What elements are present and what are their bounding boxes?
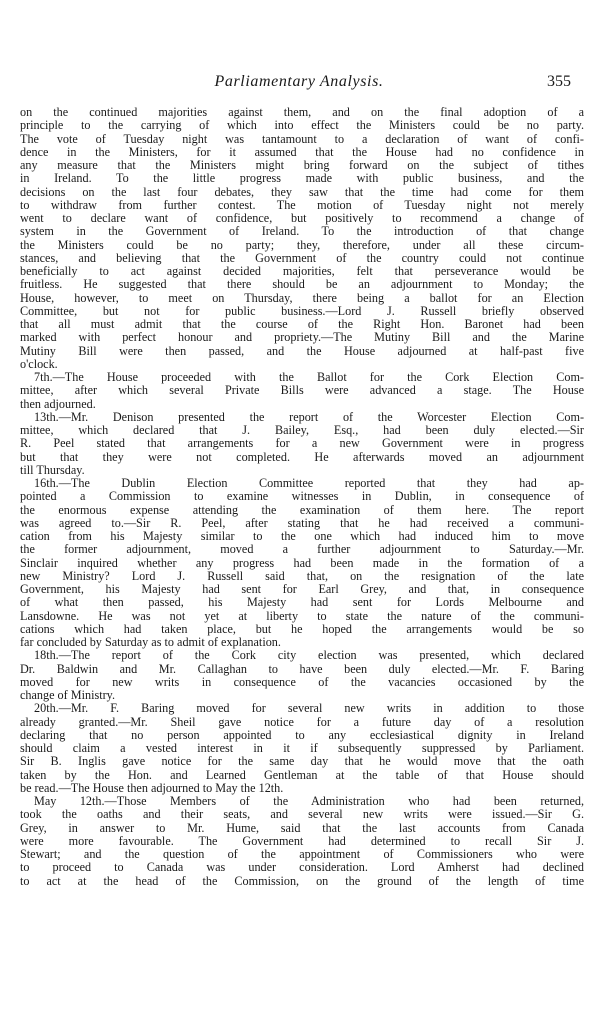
text-line: fruitless. He suggested that there should be an adjournment to Monday; the [20,278,584,292]
text-line: be read.—The House then adjourned to May the 12th. [20,781,284,795]
text-line: took the oaths and their seats, and several new writs were issued.—Sir G. [20,808,584,822]
text-line: 13th.—Mr. Denison presented the report of the Worcester Election Com- [34,410,584,424]
text-line: House, however, to meet on Thursday, there being a ballot for an Election [20,291,584,305]
text-line: marked with perfect honour and propriety.—The Mutiny Bill and the Marine [20,331,584,345]
text-line: Lansdowne. He was not yet at liberty to state the nature of the communi- [20,609,584,623]
text-line: to act at the head of the Commission, on the ground of the length of time [20,874,584,888]
text-line: The vote of Tuesday night was tantamount to a declaration of want of confi- [20,132,584,146]
text-line: stances, and believing that the Government of the country could not continue [20,251,584,265]
text-line: cation from his Majesty similar to the one which had induced him to move [20,530,584,543]
text-line: should claim a vested interest in it if subsequently suppressed by Parliament. [20,742,584,755]
text-line: change of Ministry. [20,689,115,702]
text-line: was agreed to.—Sir R. Peel, after stating that he had received a communi- [20,516,584,530]
running-title: Parliamentary Analysis. [214,73,384,90]
text-line: the enormous expense attending the examination of them here. The report [20,503,584,517]
text-line: May 12th.—Those Members of the Administration who had been returned, [34,795,584,808]
text-line: dence in the Ministers, for it assumed that the House had no confidence in [20,145,584,159]
text-line: to proceed to Canada was under consideration. Lord Amherst had declined [20,861,584,875]
text-line: then adjourned. [20,397,96,411]
page-number: 355 [547,73,571,90]
text-line: on the continued majorities against them, and on the final adoption of a [20,106,584,119]
text-line: 18th.—The report of the Cork city election was presented, which declared [34,649,584,663]
text-line: R. Peel stated that arrangements for a new Government were in progress [20,437,584,451]
text-line: o'clock. [20,357,58,371]
text-line: mittee, which declared that J. Bailey, Esq., had been duly elected.—Sir [20,424,584,437]
text-line: Stewart; and the question of the appointment of Commissioners who were [20,848,584,861]
text-line: new Ministry? Lord J. Russell said that, on the resignation of the late [20,569,584,583]
text-line: cations which had taken place, but he hoped the arrangements would be so [20,622,584,636]
text-line: Committee, but not for public business.—Lord J. Russell briefly observed [20,304,584,318]
text-line: of what then passed, his Majesty had sent for Lords Melbourne and [20,596,584,610]
text-line: Grey, in answer to Mr. Hume, said that the last accounts from Canada [20,821,584,835]
text-line: far concluded by Saturday as to admit of explanation. [20,636,281,649]
text-line: pointed a Commission to examine witnesses in Dublin, in consequence of [20,490,584,504]
text-line: went to declare want of confidence, but positively to recommend a change of [20,212,584,225]
text-line: principle to the carrying of which into effect the Ministers could be no party. [20,119,584,133]
text-line: that all must admit that the course of the Right Hon. Baronet had been [20,318,584,331]
body-text [20,106,584,888]
text-line: to withdraw from further contest. The motion of Tuesday night not merely [20,198,584,212]
text-line: Mutiny Bill were then passed, and the House adjourned at half-past five [20,344,584,358]
text-line: already granted.—Mr. Sheil gave notice for a future day of a resolution [20,715,584,729]
text-line: mittee, after which several Private Bills were advanced a stage. The House [20,384,584,398]
text-line: beneficially to act against decided majorities, felt that perseverance would be [20,265,584,278]
text-line: Government, his Majesty had sent for Earl Grey, and that, in consequence [20,583,584,596]
text-line: Sinclair inquired whether any progress had been made in the formation of a [20,556,584,570]
text-line: 16th.—The Dublin Election Committee reported that they had ap- [34,477,584,490]
text-line: decisions on the last four debates, they saw that the time had come for them [20,185,584,199]
text-line: system in the Government of Ireland. To the introduction of that change [20,225,584,239]
text-line: 7th.—The House proceeded with the Ballot for the Cork Election Com- [34,371,584,384]
text-line: any measure that the Ministers might bring forward on the subject of tithes [20,159,584,172]
text-line: the former adjournment, moved a further adjournment to Saturday.—Mr. [20,543,584,557]
text-line: were more favourable. The Government had determined to recall Sir J. [20,834,584,848]
text-line: moved for new writs in consequence of the vacancies occasioned by the [20,675,584,689]
text-line: but that they were not completed. He afterwards moved an adjournment [20,450,584,464]
text-line: Sir B. Inglis gave notice for the same day that he would move that the oath [20,755,584,769]
page-header [18,73,580,95]
text-line: declaring that no person appointed to any ecclesiastical dignity in Ireland [20,728,584,742]
text-line: taken by the Hon. and Learned Gentleman at the table of that House should [20,768,584,782]
text-line: in Ireland. To the little progress made with public business, and the [20,172,584,186]
text-line: the Ministers could be no party; they, therefore, under all these circum- [20,238,584,252]
text-line: Dr. Baldwin and Mr. Callaghan to have been duly elected.—Mr. F. Baring [20,662,584,676]
text-line: till Thursday. [20,463,85,477]
text-line: 20th.—Mr. F. Baring moved for several new writs in addition to those [34,702,584,716]
